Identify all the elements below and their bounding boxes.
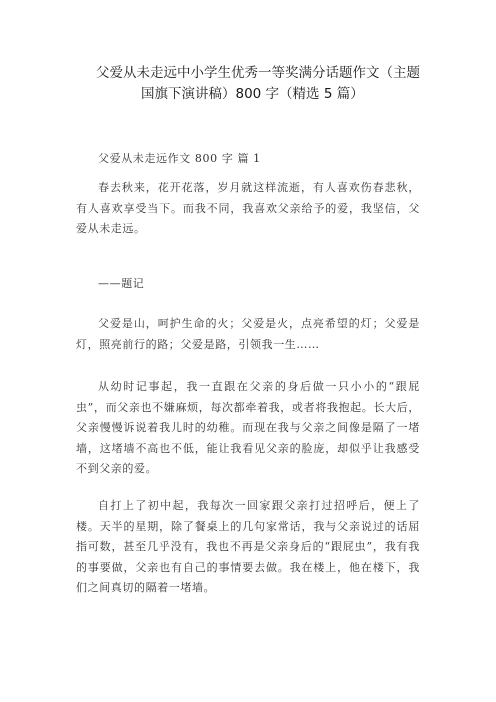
epigraph-note: ——题记 (98, 277, 145, 290)
paragraph-1: 春去秋来，花开花落，岁月就这样流逝，有人喜欢伤春悲秋，有人喜欢享受当下。而我不同，我喜欢父亲给予的爱，我坚信，父爱从未走远。 (76, 181, 420, 235)
title-line-1: 父爱从未走远中小学生优秀一等奖满分话题作文（主题 (96, 65, 420, 81)
paragraph-2: 父爱是山，呵护生命的火；父爱是火，点亮希望的灯；父爱是灯，照亮前行的路；父爱是路，引领我一生…… (76, 317, 420, 351)
paragraph-3: 从幼时记事起，我一直跟在父亲的身后做一只小小的“跟屁虫”，而父亲也不嫌麻烦，每次都牵着我，或者将我抱起。长大后，父亲慢慢诉说着我儿时的幼稚。而现在我与父亲之间像是隔了一堵墙，这堵墙不高也不低，能让我看见父亲的脸庞，却似乎让我感受不到父亲的爱。 (76, 380, 420, 475)
paragraph-4: 自打上了初中起，我每次一回家跟父亲打过招呼后，便上了楼。天半的星期，除了餐桌上的几句家常话，我与父亲说过的话屈指可数，甚至几乎没有，我也不再是父亲身后的“跟屁虫”，我有我的事要做，父亲也有自己的事情要去做。我在楼上，他在楼下，我们之间真切的隔着一堵墙。 (76, 499, 420, 594)
section-heading: 父爱从未走远作文 800 字 篇 1 (98, 152, 261, 165)
document-title (96, 63, 436, 105)
title-line-2: 国旗下演讲稿）800 字（精选 5 篇） (141, 86, 364, 102)
